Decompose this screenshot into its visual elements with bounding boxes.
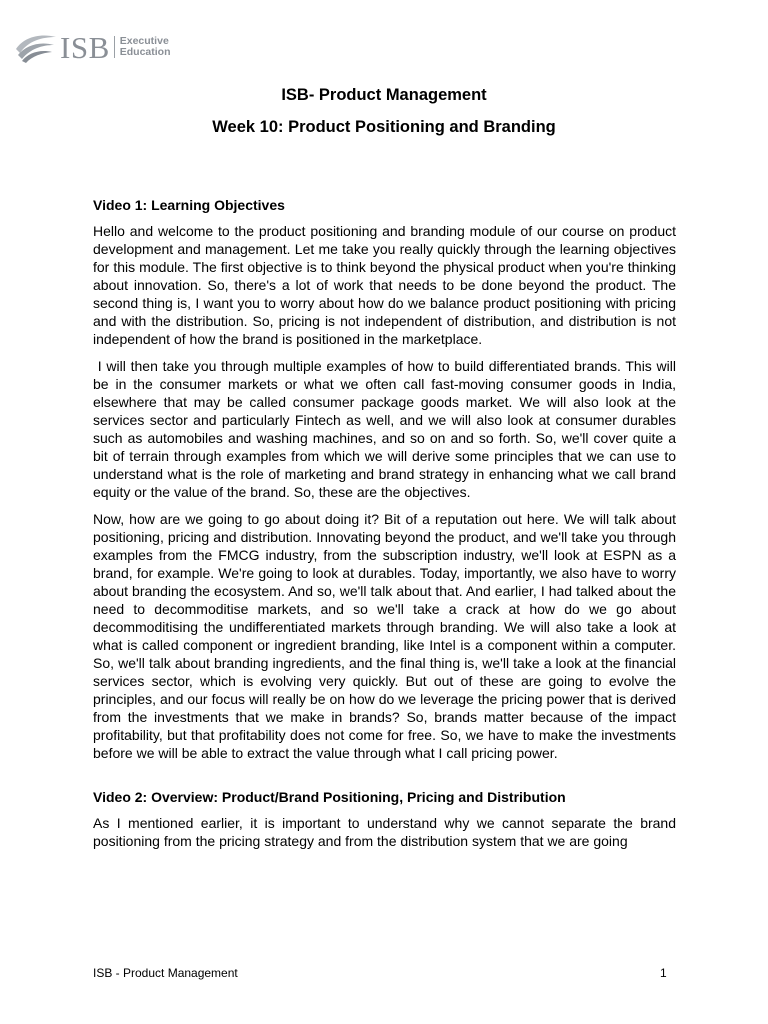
section1-paragraph-3: Now, how are we going to go about doing it? Bit of a reputation out here. We will talk about positioning, pricing and distribution. Innovating beyond the product, and we'll take you through examples from the FMCG industry, from the subscription industry, we'll look at ESPN as a brand, for example. We're going to look at durables. Today, importantly, we also have to worry about branding the ecosystem. And so, we'll talk about that. And earlier, I had talked about the need to decommoditise markets, and so we'll take a crack at how do we go about decommoditising the undifferentiated markets through branding. We will also take a look at what is called component or ingredient branding, like Intel is a component within a computer. So, we'll talk about branding ingredients, and the final thing is, we'll take a look at the financial services sector, which is evolving very quickly. But out of these are going to evolve the principles, and our focus will really be on how do we leverage the pricing power that is derived from the investments that we make in brands? So, brands matter because of the impact profitability, but that profitability does not come for free. So, we have to make the investments before we will be able to extract the value through what I call pricing power. — [93, 511, 676, 761]
logo-sub-line2: Education — [119, 46, 171, 58]
document-title: ISB- Product Management — [281, 86, 487, 104]
document-body — [93, 196, 680, 850]
footer-title: ISB - Product Management — [93, 966, 238, 980]
section1-paragraph-2: I will then take you through multiple examples of how to build differentiated brands. This will be in the consumer markets or what we often call fast-moving consumer goods in India, elsewhere that may be called consumer package goods market. We will also look at the services sector and particularly Fintech as well, and we will also look at consumer durables such as automobiles and washing machines, and so on and so forth. So, we'll cover quite a bit of terrain through examples from which we will derive some principles that we can use to understand what is the role of marketing and brand strategy in enhancing what we call brand equity or the value of the brand. So, these are the objectives. — [93, 358, 680, 500]
logo-subtitle — [120, 36, 171, 58]
logo-divider — [114, 36, 115, 58]
section2-heading: Video 2: Overview: Product/Brand Positioning, Pricing and Distribution — [93, 789, 566, 805]
logo-brand: ISB — [60, 29, 110, 65]
section2-paragraph-1: As I mentioned earlier, it is important to understand why we cannot separate the brand positioning from the pricing strategy and from the distribution system that we are going — [93, 815, 676, 849]
section1-heading: Video 1: Learning Objectives — [93, 197, 285, 213]
page-number: 1 — [660, 966, 667, 980]
isb-logo — [14, 27, 171, 67]
section1-paragraph-1: Hello and welcome to the product positioning and branding module of our course on product development and management. Let me take you really quickly through the learning objectives for this module. The first objective is to think beyond the physical product when you're thinking about innovation. So, there's a lot of work that needs to be done beyond the product. The second thing is, I want you to worry about how do we balance product positioning with pricing and with the distribution. So, pricing is not independent of distribution, and distribution is not independent of how the brand is positioned in the marketplace. — [93, 223, 676, 347]
document-subtitle: Week 10: Product Positioning and Branding — [212, 118, 556, 136]
isb-swoosh-icon — [14, 29, 58, 65]
logo-sub-line1: Executive — [119, 35, 169, 47]
